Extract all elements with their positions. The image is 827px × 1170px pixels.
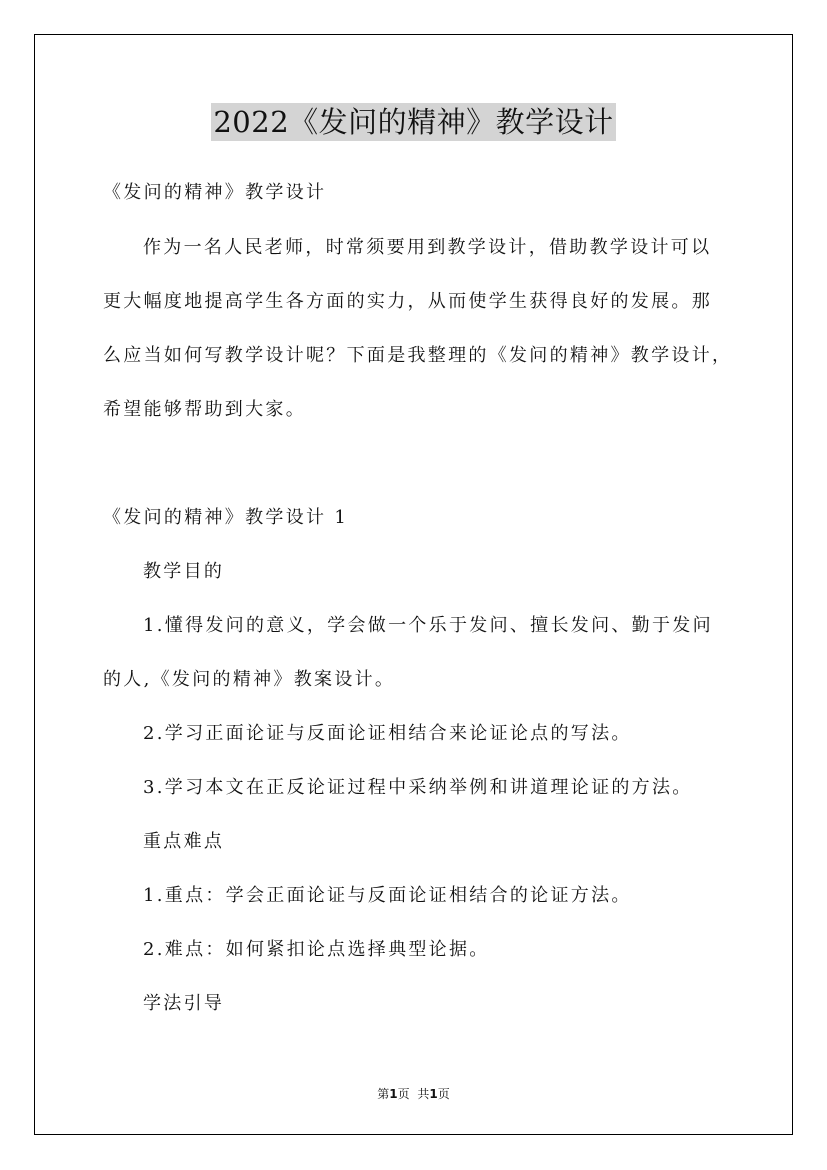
total-pages: 1 [429,1087,438,1101]
subtitle-line: 《发问的精神》教学设计 [103,182,327,203]
paragraph-line: 1.重点：学会正面论证与反面论证相结合的论证方法。 [143,885,632,906]
total-label: 共 [417,1087,430,1101]
total-unit: 页 [437,1087,450,1101]
paragraph-line: 2.学习正面论证与反面论证相结合来论证论点的写法。 [143,723,632,744]
sub-heading: 学法引导 [143,993,225,1014]
paragraph-line: 作为一名人民老师，时常须要用到教学设计，借助教学设计可以 [143,237,712,258]
paragraph-line: 的人,《发问的精神》教案设计。 [103,669,396,690]
page-footer [0,1085,827,1102]
paragraph-line: 1.懂得发问的意义，学会做一个乐于发问、擅长发问、勤于发问 [143,615,713,636]
page-unit: 页 [397,1087,410,1101]
sub-heading: 重点难点 [143,831,225,852]
paragraph-line: 2.难点：如何紧扣论点选择典型论据。 [143,939,490,960]
paragraph-line: 3.学习本文在正反论证过程中采纳举例和讲道理论证的方法。 [143,777,693,798]
sub-heading: 教学目的 [143,561,225,582]
document-title: 2022《发问的精神》教学设计 [213,105,614,139]
paragraph-line: 希望能够帮助到大家。 [103,399,306,420]
paragraph-line: 更大幅度地提高学生各方面的实力，从而使学生获得良好的发展。那 [103,291,712,312]
page-label: 第 [377,1087,390,1101]
page-number: 1 [389,1087,398,1101]
paragraph-line: 么应当如何写教学设计呢？下面是我整理的《发问的精神》教学设计， [103,345,733,366]
section-heading: 《发问的精神》教学设计 1 [103,507,349,528]
title-container [0,103,827,141]
